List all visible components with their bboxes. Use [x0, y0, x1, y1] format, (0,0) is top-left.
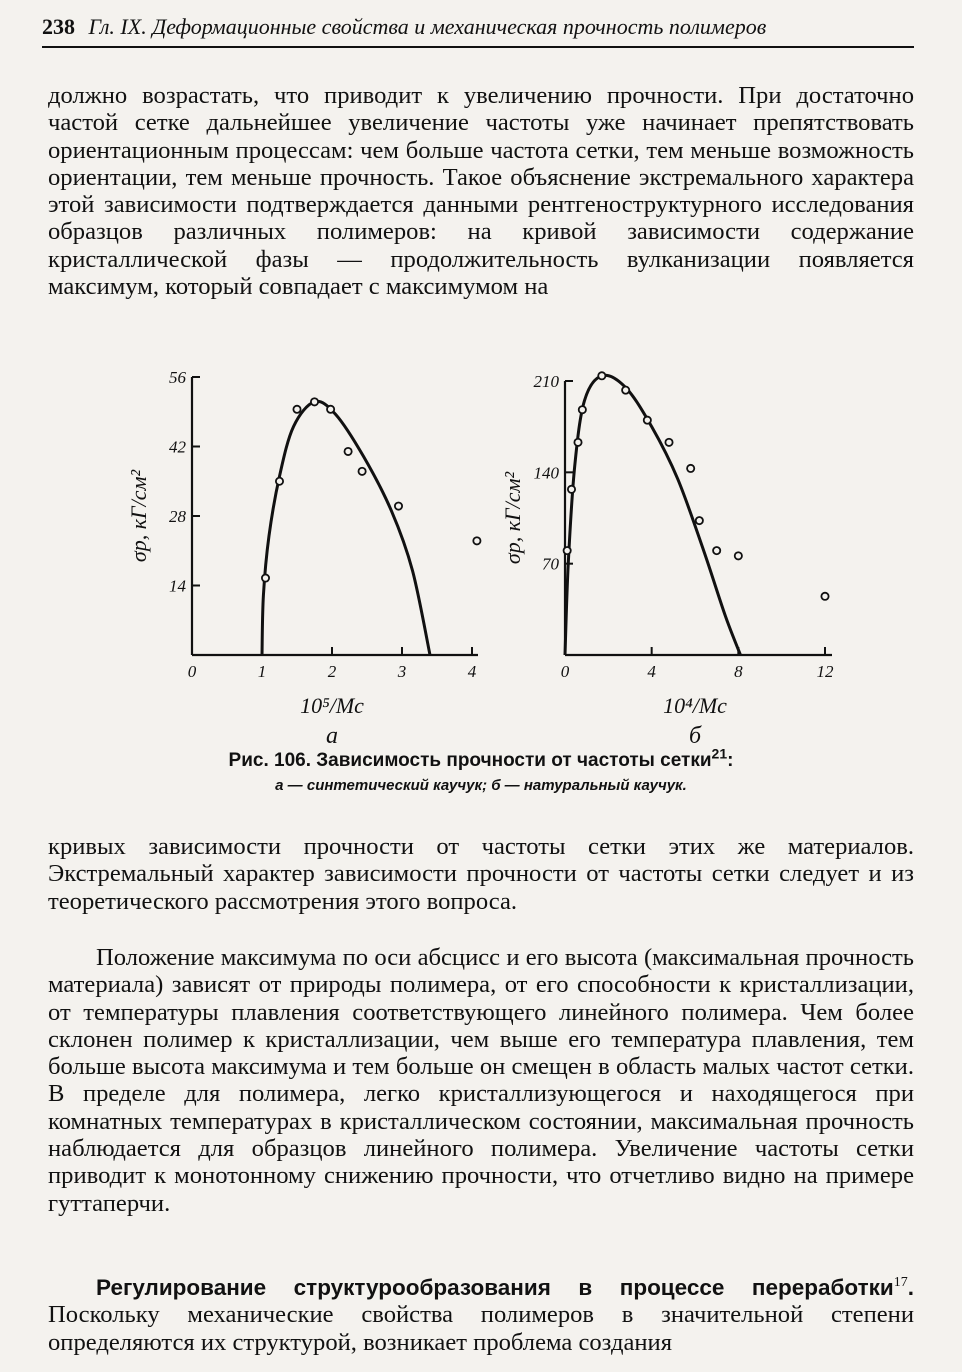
- y-tick-label: 28: [169, 507, 186, 526]
- paragraph-2: кривых зависимости прочности от частоты сетки этих же материалов. Экстремальный характер зависимости прочности от частоты сетки следует и из теоретического рассмотрения этого вопроса.: [48, 833, 914, 915]
- data-point: [345, 448, 352, 455]
- caption-reference: 21: [711, 745, 728, 762]
- data-point: [665, 439, 672, 446]
- y-tick-label: 140: [533, 463, 559, 483]
- chart-panel-b: [500, 372, 834, 749]
- x-tick-label: 4: [647, 662, 656, 681]
- data-point: [696, 517, 703, 524]
- data-point: [473, 537, 480, 544]
- y-axis-label: σp, кГ/см²: [126, 469, 151, 563]
- page-number: 238: [42, 14, 75, 39]
- x-tick-label: 12: [816, 662, 834, 681]
- data-point: [735, 552, 742, 559]
- x-tick-label: 3: [397, 662, 407, 681]
- paragraph-1: должно возрастать, что приводит к увеличению прочности. При достаточно частой сетке дальнейшее увеличение частоты уже начинает препятствовать ориентационным процессам: чем больше частота сетки, тем меньше возможность ориентации, тем меньше прочность. Такое объяснение экстремального характера этой зависимости подтверждается данными рентгеноструктурного исследования образцов различных полимеров: на кривой зависимости содержание кристаллической фазы — продолжительность вулканизации появляется максимум, который совпадает с максимумом на: [48, 82, 914, 301]
- heading-reference: 17: [893, 1274, 908, 1290]
- x-tick-label: 1: [257, 662, 267, 681]
- data-point: [327, 406, 334, 413]
- data-point: [579, 406, 586, 413]
- section-heading: Регулирование структурообразования в процессе переработки: [96, 1275, 894, 1300]
- panel-label: а: [326, 723, 338, 749]
- panel-label: б: [688, 723, 702, 749]
- figure-caption-title: [0, 745, 962, 772]
- y-tick-label: 56: [169, 368, 186, 387]
- data-point: [262, 574, 269, 581]
- data-point: [311, 398, 318, 405]
- fit-curve: [565, 375, 741, 655]
- x-tick-label: 0: [187, 662, 197, 681]
- y-tick-label: 210: [533, 372, 559, 391]
- running-title: Гл. IX. Деформационные свойства и механическая прочность полимеров: [88, 14, 767, 39]
- chart-panel-a: [126, 368, 481, 749]
- data-point: [622, 387, 629, 394]
- x-tick-label: 4: [467, 662, 477, 681]
- section-heading-end: .: [907, 1275, 914, 1300]
- caption-title-end: :: [727, 750, 734, 771]
- y-tick-label: 42: [169, 437, 186, 457]
- data-point: [821, 593, 828, 600]
- x-tick-label: 8: [734, 662, 743, 681]
- x-axis-label: 10⁵/Mc: [300, 693, 364, 718]
- data-point: [598, 372, 605, 379]
- data-point: [644, 417, 651, 424]
- paragraph-4: [48, 1274, 914, 1356]
- data-point: [574, 439, 581, 446]
- y-axis-label: σp, кГ/см²: [500, 471, 525, 565]
- data-point: [568, 486, 575, 493]
- data-point: [713, 547, 720, 554]
- y-tick-label: 70: [542, 554, 559, 574]
- fit-curve: [262, 401, 430, 655]
- figure-caption-legend: а — синтетический каучук; б — натуральный каучук.: [275, 777, 687, 794]
- y-tick-label: 14: [169, 576, 186, 596]
- paragraph-4-text: Поскольку механические свойства полимеров в значительной степени определяются их структурой, возникает проблема создания: [48, 1301, 914, 1356]
- paragraph-3: Положение максимума по оси абсцисс и его высота (максимальная прочность материала) зависят от природы полимера, от его способности к кристаллизации, от температуры плавления соответствующего линейного полимера. Чем более склонен полимер к кристаллизации, чем выше его температура плавления, тем больше высота максимума и тем больше он смещен в область малых частот сетки. В пределе для полимера, легко кристаллизующегося и находящегося при комнатных температурах в кристаллическом состоянии, максимальная прочность наблюдается для образцов линейного полимера. Увеличение частоты сетки приводит к монотонному снижению прочности, что отчетливо видно на примере гуттаперчи.: [48, 944, 914, 1217]
- x-tick-label: 0: [560, 662, 570, 681]
- data-point: [293, 406, 300, 413]
- data-point: [359, 468, 366, 475]
- x-axis-label: 10⁴/Mc: [663, 693, 727, 718]
- data-point: [276, 478, 283, 485]
- x-tick-label: 2: [327, 662, 337, 681]
- data-point: [687, 465, 694, 472]
- data-point: [395, 502, 402, 509]
- caption-title-text: Рис. 106. Зависимость прочности от частоты сетки: [228, 750, 712, 771]
- data-point: [564, 547, 571, 554]
